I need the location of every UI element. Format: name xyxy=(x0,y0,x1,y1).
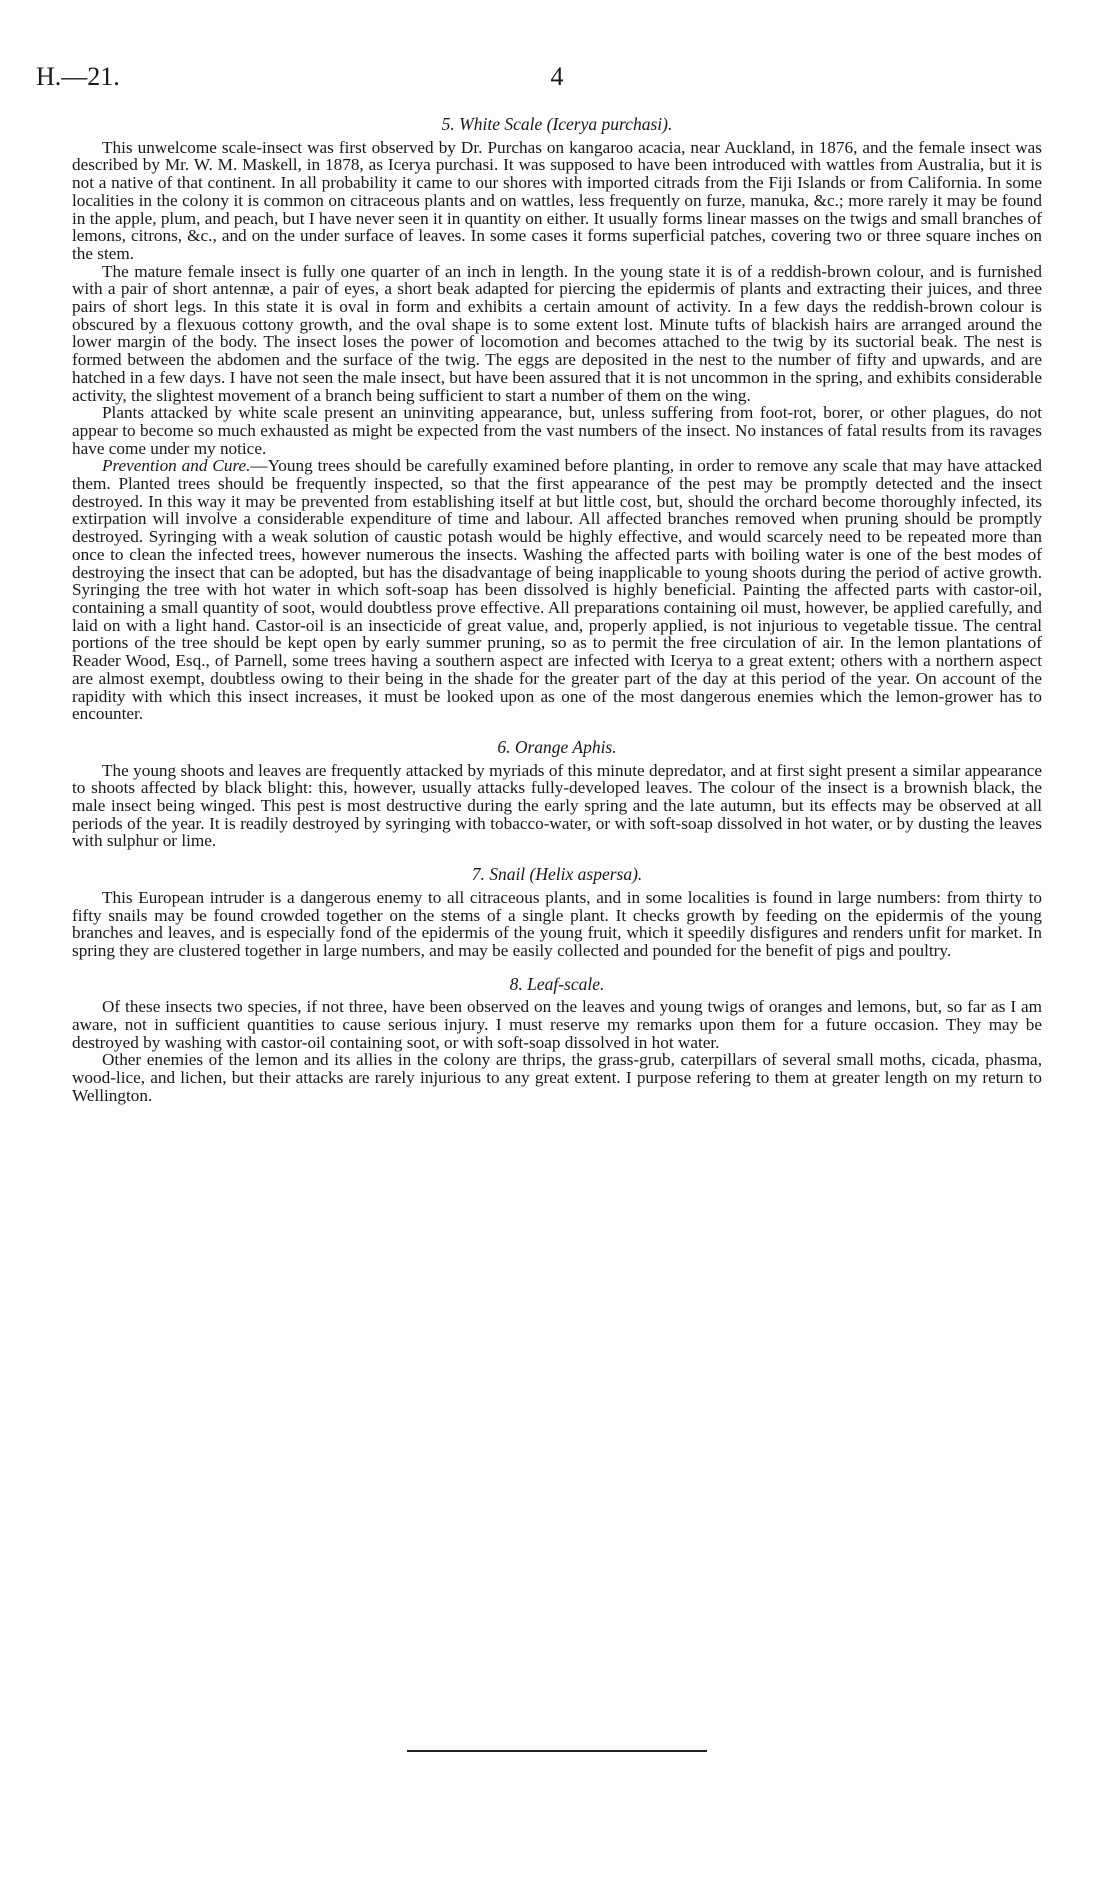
section-heading: 6. Orange Aphis. xyxy=(497,736,617,757)
section-heading: 8. Leaf-scale. xyxy=(509,973,605,994)
paragraph-lead: Prevention and Cure. xyxy=(102,456,251,476)
closing-rule xyxy=(407,1750,707,1752)
paragraph: The young shoots and leaves are frequently attacked by myriads of this minute depredator, and at first sight present a similar appearance to shoots affected by black blight: this, however, usually attacks fully-developed leaves. The colour of the insect is a brownish black, the male insect being winged. This pest is most destructive during the early spring and the late autumn, but its effects may be observed at all periods of the year. It is readily destroyed by syringing with tobacco-water, or with soft-soap dissolved in hot water, or by dusting the leaves with sulphur or lime. xyxy=(72,760,1042,851)
paragraph: Of these insects two species, if not three, have been observed on the leaves and young twigs of oranges and lemons, but, so far as I am aware, not in sufficient quantities to cause serious injury. I must reserve my remarks upon them for a future occasion. They may be destroyed by washing with castor-oil containing soot, or with soft-soap dissolved in hot water. xyxy=(72,997,1042,1052)
section-white-scale xyxy=(72,116,1042,723)
paragraph: Other enemies of the lemon and its allies in the colony are thrips, the grass-grub, caterpillars of several small moths, cicada, phasma, wood-lice, and lichen, but their attacks are rarely injurious to any great extent. I purpose refering to them at greater length on my return to Wellington. xyxy=(72,1050,1042,1105)
section-heading: 7. Snail (Helix aspersa). xyxy=(471,864,643,885)
document-code: H.—21. xyxy=(36,62,120,91)
document-body xyxy=(72,116,1042,1121)
page-header xyxy=(36,62,1078,102)
paragraph: Plants attacked by white scale present an uninviting appearance, but, unless suffering from foot-rot, borer, or other plagues, do not appear to become so much exhausted as might be expected from the vast numbers of the insect. No instances of fatal results from its ravages have come under my notice. xyxy=(72,403,1042,458)
page-number: 4 xyxy=(550,62,564,91)
paragraph: The mature female insect is fully one quarter of an inch in length. In the young state it is of a reddish-brown colour, and is furnished with a pair of short antennæ, a pair of eyes, a short beak adapted for piercing the epidermis of plants and extracting their juices, and three pairs of short legs. In this state it is oval in form and exhibits a certain amount of activity. In a few days the reddish-brown colour is obscured by a flexuous cottony growth, and the oval shape is to some extent lost. Minute tufts of blackish hairs are arranged around the lower margin of the body. The insect loses the power of locomotion and becomes attached to the twig by its suctorial beak. The nest is formed between the abdomen and the surface of the twig. The eggs are deposited in the nest to the number of fifty and upwards, and are hatched in a few days. I have not seen the male insect, but have been assured that it is not uncommon in the spring, and exhibits considerable activity, the slightest movement of a branch being sufficient to start a number of them on the wing. xyxy=(72,261,1042,405)
paragraph: This European intruder is a dangerous enemy to all citraceous plants, and in some localities is found in large numbers: from thirty to fifty snails may be found crowded together on the stems of a single plant. It checks growth by feeding on the epidermis of the young branches and leaves, and is especially fond of the epidermis of the young fruit, which it speedily disfigures and renders unfit for market. In spring they are clustered together in large numbers, and may be easily collected and pounded for the benefit of pigs and poultry. xyxy=(72,887,1042,960)
section-snail xyxy=(72,866,1042,960)
section-leaf-scale xyxy=(72,973,1042,1105)
paragraph: Prevention and Cure.—Young trees should be carefully examined before planting, in order to remove any scale that may have attacked them. Planted trees should be frequently inspected, so that the first appearance of the pest may be promptly detected and the insect destroyed. In this way it may be prevented from establishing itself at but little cost, but, should the orchard become thoroughly infected, its extirpation will involve a considerable expenditure of time and labour. All affected branches removed when pruning should be promptly destroyed. Syringing with a weak solution of caustic potash would be highly effective, and would scarcely need to be repeated more than once to clean the infected trees, however numerous the insects. Washing the affected parts with boiling water is one of the best modes of destroying the insect that can be adopted, but has the disadvantage of being inapplicable to young shoots during the period of active growth. Syringing the tree with hot water in which soft-soap has been dissolved is highly beneficial. Painting the affected parts with castor-oil, containing a small quantity of soot, would doubtless prove effective. All preparations containing oil must, however, be applied carefully, and laid on with a light hand. Castor-oil is an insecticide of great value, and, properly applied, is not injurious to vegetable tissue. The central portions of the tree should be kept open by early summer pruning, so as to permit the free circulation of air. In the lemon plantations of Reader Wood, Esq., of Parnell, some trees having a southern aspect are infected with Icerya to a great extent; others with a northern aspect are almost exempt, doubtless owing to their being in the shade for the greater part of the day at this period of the year. On account of the rapidity with which this insect increases, it must be looked upon as one of the most dangerous enemies which the lemon-grower has to encounter. xyxy=(72,456,1042,724)
section-orange-aphis xyxy=(72,736,1042,851)
paragraph: This unwelcome scale-insect was first observed by Dr. Purchas on kangaroo acacia, near Auckland, in 1876, and the female insect was described by Mr. W. M. Maskell, in 1878, as Icerya purchasi. It was supposed to have been introduced with wattles from Australia, but it is not a native of that continent. In all probability it came to our shores with imported citrads from the Fiji Islands or from California. In some localities in the colony it is common on citraceous plants and on wattles, less frequently on furze, manuka, &c.; more rarely it may be found in the apple, plum, and peach, but I have never seen it in quantity on either. It usually forms linear masses on the twigs and small branches of lemons, citrons, &c., and on the under surface of leaves. In some cases it forms superficial patches, covering two or three square inches on the stem. xyxy=(72,137,1042,263)
section-heading: 5. White Scale (Icerya purchasi). xyxy=(441,114,673,134)
